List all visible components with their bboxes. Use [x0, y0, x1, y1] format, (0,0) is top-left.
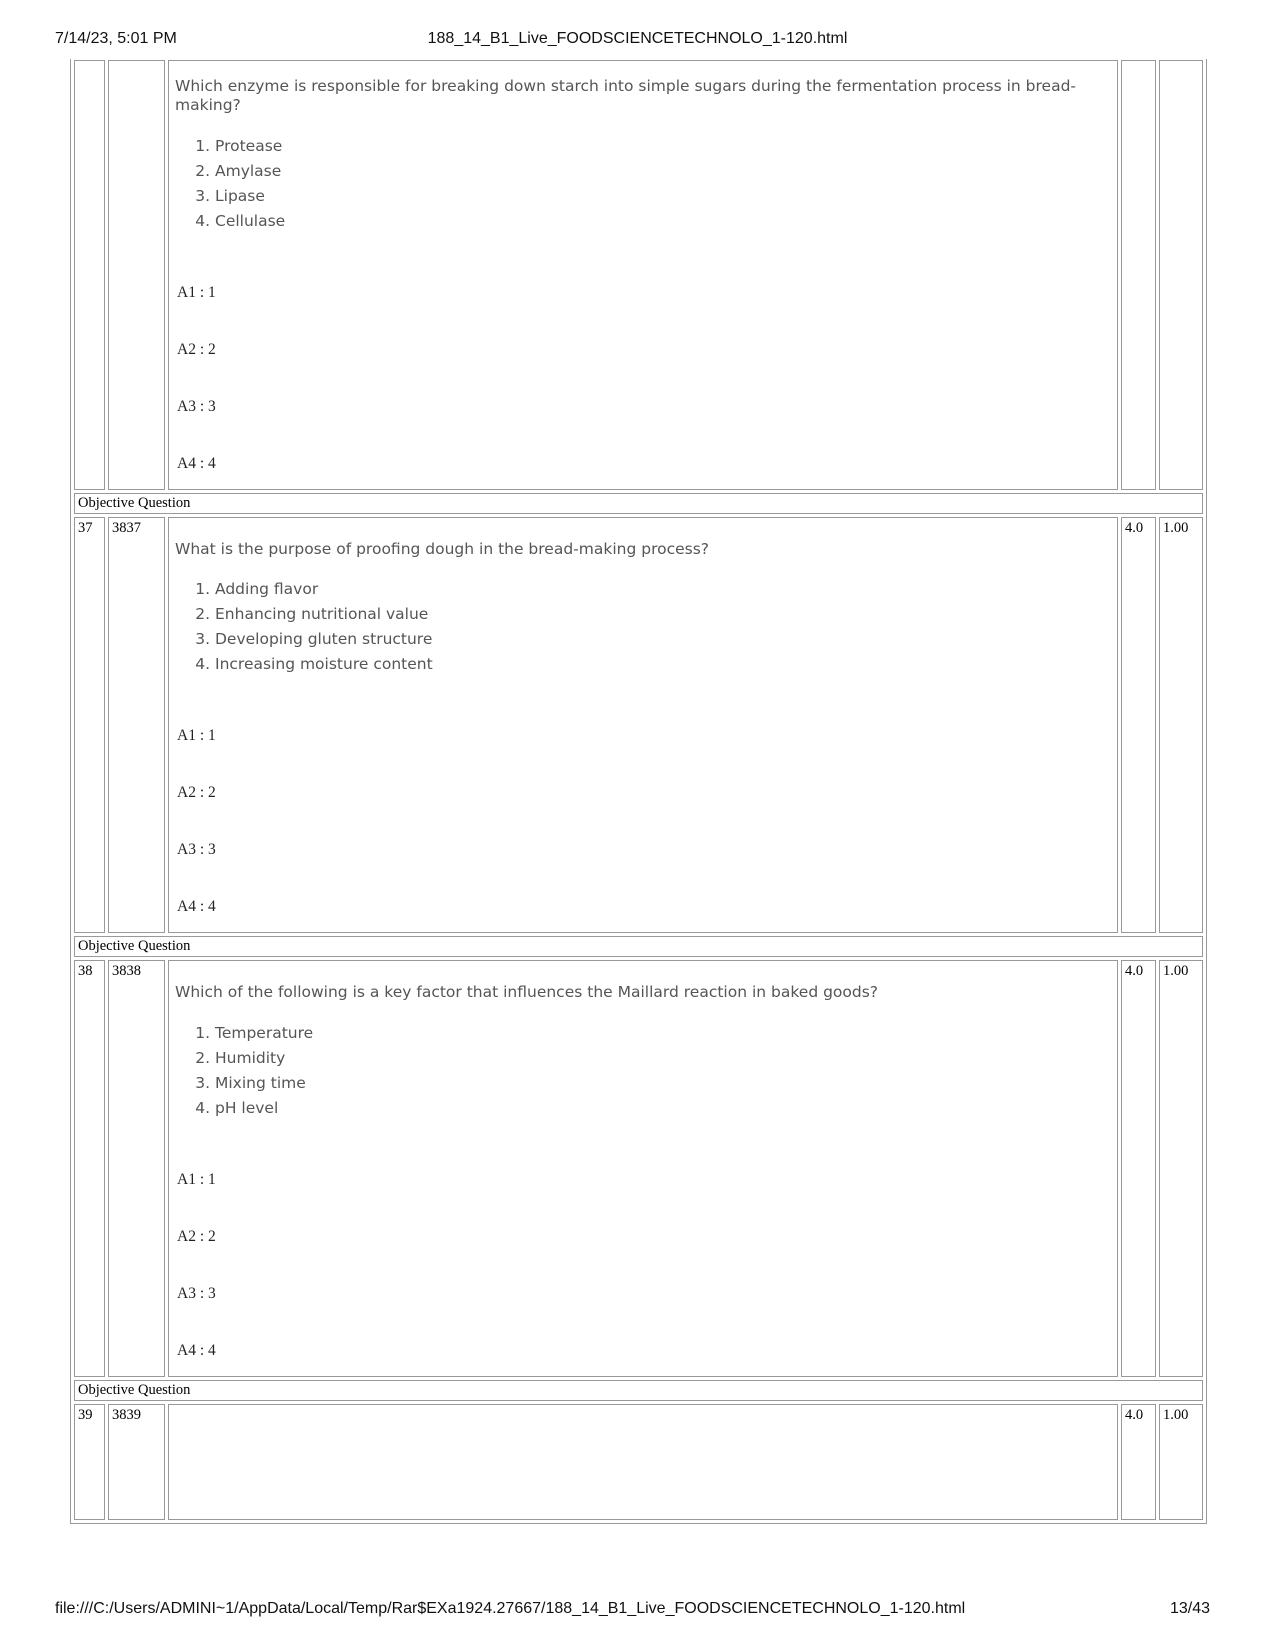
- option-item: 3. Developing gluten structure: [215, 627, 1111, 652]
- question-row: [74, 1404, 1203, 1520]
- answer-key: A3 : 3: [177, 841, 216, 859]
- question-body: [168, 960, 1118, 1376]
- answer-key-block: [175, 1171, 1111, 1366]
- answer-key: A2 : 2: [177, 340, 216, 358]
- option-item: 4. pH level: [215, 1096, 1111, 1121]
- question-id: 3839: [108, 1404, 165, 1520]
- question-table: [70, 59, 1207, 1524]
- answer-key: A2 : 2: [177, 1227, 216, 1245]
- print-date: 7/14/23, 5:01 PM: [55, 30, 177, 47]
- option-list: [175, 577, 1111, 677]
- question-text: Which enzyme is responsible for breaking down starch into simple sugars during the fermentation process in bread-making?: [175, 77, 1077, 115]
- answer-key: A3 : 3: [177, 1284, 216, 1302]
- marks: 4.0: [1121, 1404, 1156, 1520]
- answer-key: A4 : 4: [177, 898, 216, 916]
- option-item: 2. Humidity: [215, 1046, 1111, 1071]
- option-item: 3. Lipase: [215, 184, 1111, 209]
- answer-key: A1 : 1: [177, 283, 216, 301]
- serial-number: 37: [74, 517, 105, 933]
- page-number: 13/43: [1169, 1600, 1210, 1617]
- answer-key: A4 : 4: [177, 454, 216, 472]
- answer-key: A2 : 2: [177, 784, 216, 802]
- negative-marks: 1.00: [1159, 1404, 1203, 1520]
- question-text: What is the purpose of proofing dough in the bread-making process?: [175, 539, 710, 558]
- negative-marks: 1.00: [1159, 517, 1203, 933]
- serial-number: 39: [74, 1404, 105, 1520]
- question-type-label: Objective Question: [74, 1380, 1203, 1401]
- question-id: 3837: [108, 517, 165, 933]
- question-row-continued: [74, 60, 1203, 490]
- option-item: 2. Enhancing nutritional value: [215, 602, 1111, 627]
- question-id: 3838: [108, 960, 165, 1376]
- option-item: 1. Protease: [215, 134, 1111, 159]
- answer-key: A4 : 4: [177, 1341, 216, 1359]
- question-type-row: [74, 493, 1203, 514]
- negative-marks: 1.00: [1159, 960, 1203, 1376]
- answer-key-block: [175, 727, 1111, 922]
- serial-cell: [74, 60, 105, 490]
- question-id-cell: [108, 60, 165, 490]
- question-paper: [70, 59, 1207, 1592]
- question-body: [168, 60, 1118, 490]
- option-list: [175, 134, 1111, 234]
- negative-marks-cell: [1159, 60, 1203, 490]
- option-item: 4. Cellulase: [215, 209, 1111, 234]
- answer-key: A1 : 1: [177, 1170, 216, 1188]
- question-type-label: Objective Question: [74, 936, 1203, 957]
- question-row: [74, 960, 1203, 1376]
- file-path: file:///C:/Users/ADMINI~1/AppData/Local/Temp/Rar$EXa1924.27667/188_14_B1_Live_FOODSCIENCETECHNOLO_1-120.html: [55, 1600, 966, 1617]
- question-body: [168, 1404, 1118, 1520]
- answer-key: A3 : 3: [177, 397, 216, 415]
- serial-number: 38: [74, 960, 105, 1376]
- option-item: 3. Mixing time: [215, 1071, 1111, 1096]
- question-type-row: [74, 1380, 1203, 1401]
- option-item: 4. Increasing moisture content: [215, 652, 1111, 677]
- answer-key-block: [175, 284, 1111, 479]
- marks-cell: [1121, 60, 1156, 490]
- question-row: [74, 517, 1203, 933]
- option-list: [175, 1021, 1111, 1121]
- question-body: [168, 517, 1118, 933]
- marks: 4.0: [1121, 517, 1156, 933]
- question-type-row: [74, 936, 1203, 957]
- document-title: 188_14_B1_Live_FOODSCIENCETECHNOLO_1-120.html: [427, 30, 848, 47]
- question-type-label: Objective Question: [74, 493, 1203, 514]
- marks: 4.0: [1121, 960, 1156, 1376]
- option-item: 2. Amylase: [215, 159, 1111, 184]
- option-item: 1. Temperature: [215, 1021, 1111, 1046]
- answer-key: A1 : 1: [177, 727, 216, 745]
- option-item: 1. Adding flavor: [215, 577, 1111, 602]
- question-text: Which of the following is a key factor that influences the Maillard reaction in baked goods?: [175, 983, 879, 1002]
